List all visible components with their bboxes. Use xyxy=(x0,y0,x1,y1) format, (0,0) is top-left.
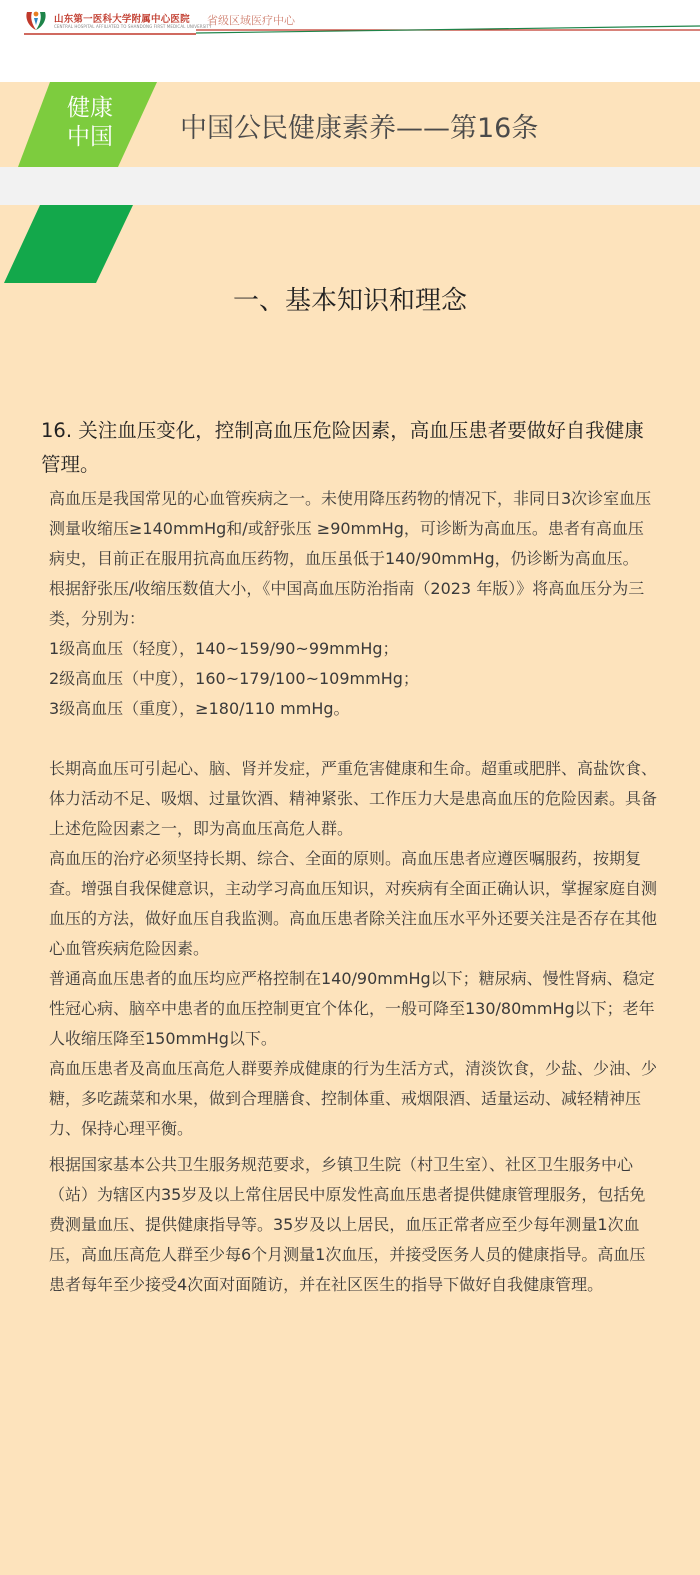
hospital-name: 山东第一医科大学附属中心医院 xyxy=(54,14,190,25)
item-title: 16. 关注血压变化，控制高血压危险因素，高血压患者要做好自我健康管理。 xyxy=(41,419,644,476)
badge-text xyxy=(60,94,120,152)
paragraph-risk-factors: 长期高血压可引起心、脑、肾并发症，严重危害健康和生命。超重或肥胖、高盐饮食、体力活动不足、吸烟、过量饮酒、精神紧张、工作压力大是患高血压的危险因素。具备上述危险因素之一，即为高血压高危人群。 xyxy=(49,759,658,838)
badge-line-1: 健康 xyxy=(67,95,113,121)
badge-line-2: 中国 xyxy=(67,124,113,150)
medical-center-label: 省级区域医疗中心 xyxy=(207,14,295,27)
hospital-logo xyxy=(24,8,212,34)
paragraph-control-targets: 普通高血压患者的血压均应严格控制在140/90mmHg以下；糖尿病、慢性肾病、稳定性冠心病、脑卒中患者的血压控制更宜个体化，一般可降至130/80mmHg以下；老年人收缩压降至150mmHg以下。 xyxy=(49,969,655,1048)
paragraph-grade-1: 1级高血压（轻度），140~159/90~99mmHg； xyxy=(49,639,399,658)
paragraph-classification: 根据舒张压/收缩压数值大小，《中国高血压防治指南（2023 年版）》将高血压分为三类，分别为： xyxy=(49,579,645,628)
top-header-bar xyxy=(0,0,700,82)
section-heading: 一、基本知识和理念 xyxy=(232,286,467,316)
paragraph-lifestyle: 高血压患者及高血压高危人群要养成健康的行为生活方式，清淡饮食，少盐、少油、少糖，多吃蔬菜和水果，做到合理膳食、控制体重、戒烟限酒、适量运动、减轻精神压力、保持心理平衡。 xyxy=(49,1059,658,1138)
page-title: 中国公民健康素养——第16条 xyxy=(180,113,539,144)
hospital-logo-icon xyxy=(24,8,48,32)
paragraph-treatment: 高血压的治疗必须坚持长期、综合、全面的原则。高血压患者应遵医嘱服药，按期复查。增强自我保健意识，主动学习高血压知识，对疾病有全面正确认识，掌握家庭自测血压的方法，做好血压自我监测。高血压患者除关注血压水平外还要关注是否存在其他心血管疾病危险因素。 xyxy=(49,849,658,958)
green-parallelogram-decoration xyxy=(0,205,140,285)
divider-strip xyxy=(0,167,700,205)
article-body xyxy=(49,484,659,1300)
hospital-name-en: CENTRAL HOSPITAL AFFILIATED TO SHANDONG FIRST MEDICAL UNIVERSITY xyxy=(54,24,212,29)
paragraph-health-management: 根据国家基本公共卫生服务规范要求，乡镇卫生院（村卫生室）、社区卫生服务中心（站）为辖区内35岁及以上常住居民中原发性高血压患者提供健康管理服务，包括免费测量血压、提供健康指导等。35岁及以上居民，血压正常者应至少每年测量1次血压，高血压高危人群至少每6个月测量1次血压，并接受医务人员的健康指导。高血压患者每年至少接受4次面对面随访，并在社区医生的指导下做好自我健康管理。 xyxy=(49,1155,646,1294)
title-banner xyxy=(0,82,700,167)
paragraph-grade-2: 2级高血压（中度），160~179/100~109mmHg； xyxy=(49,669,419,688)
paragraph-definition: 高血压是我国常见的心血管疾病之一。未使用降压药物的情况下，非同日3次诊室血压测量收缩压≥140mmHg和/或舒张压 ≥90mmHg，可诊断为高血压。患者有高血压病史，目前正在服用抗高血压药物，血压虽低于140/90mmHg，仍诊断为高血压。 xyxy=(49,489,652,568)
paragraph-grade-3: 3级高血压（重度），≥180/110 mmHg。 xyxy=(49,699,350,718)
